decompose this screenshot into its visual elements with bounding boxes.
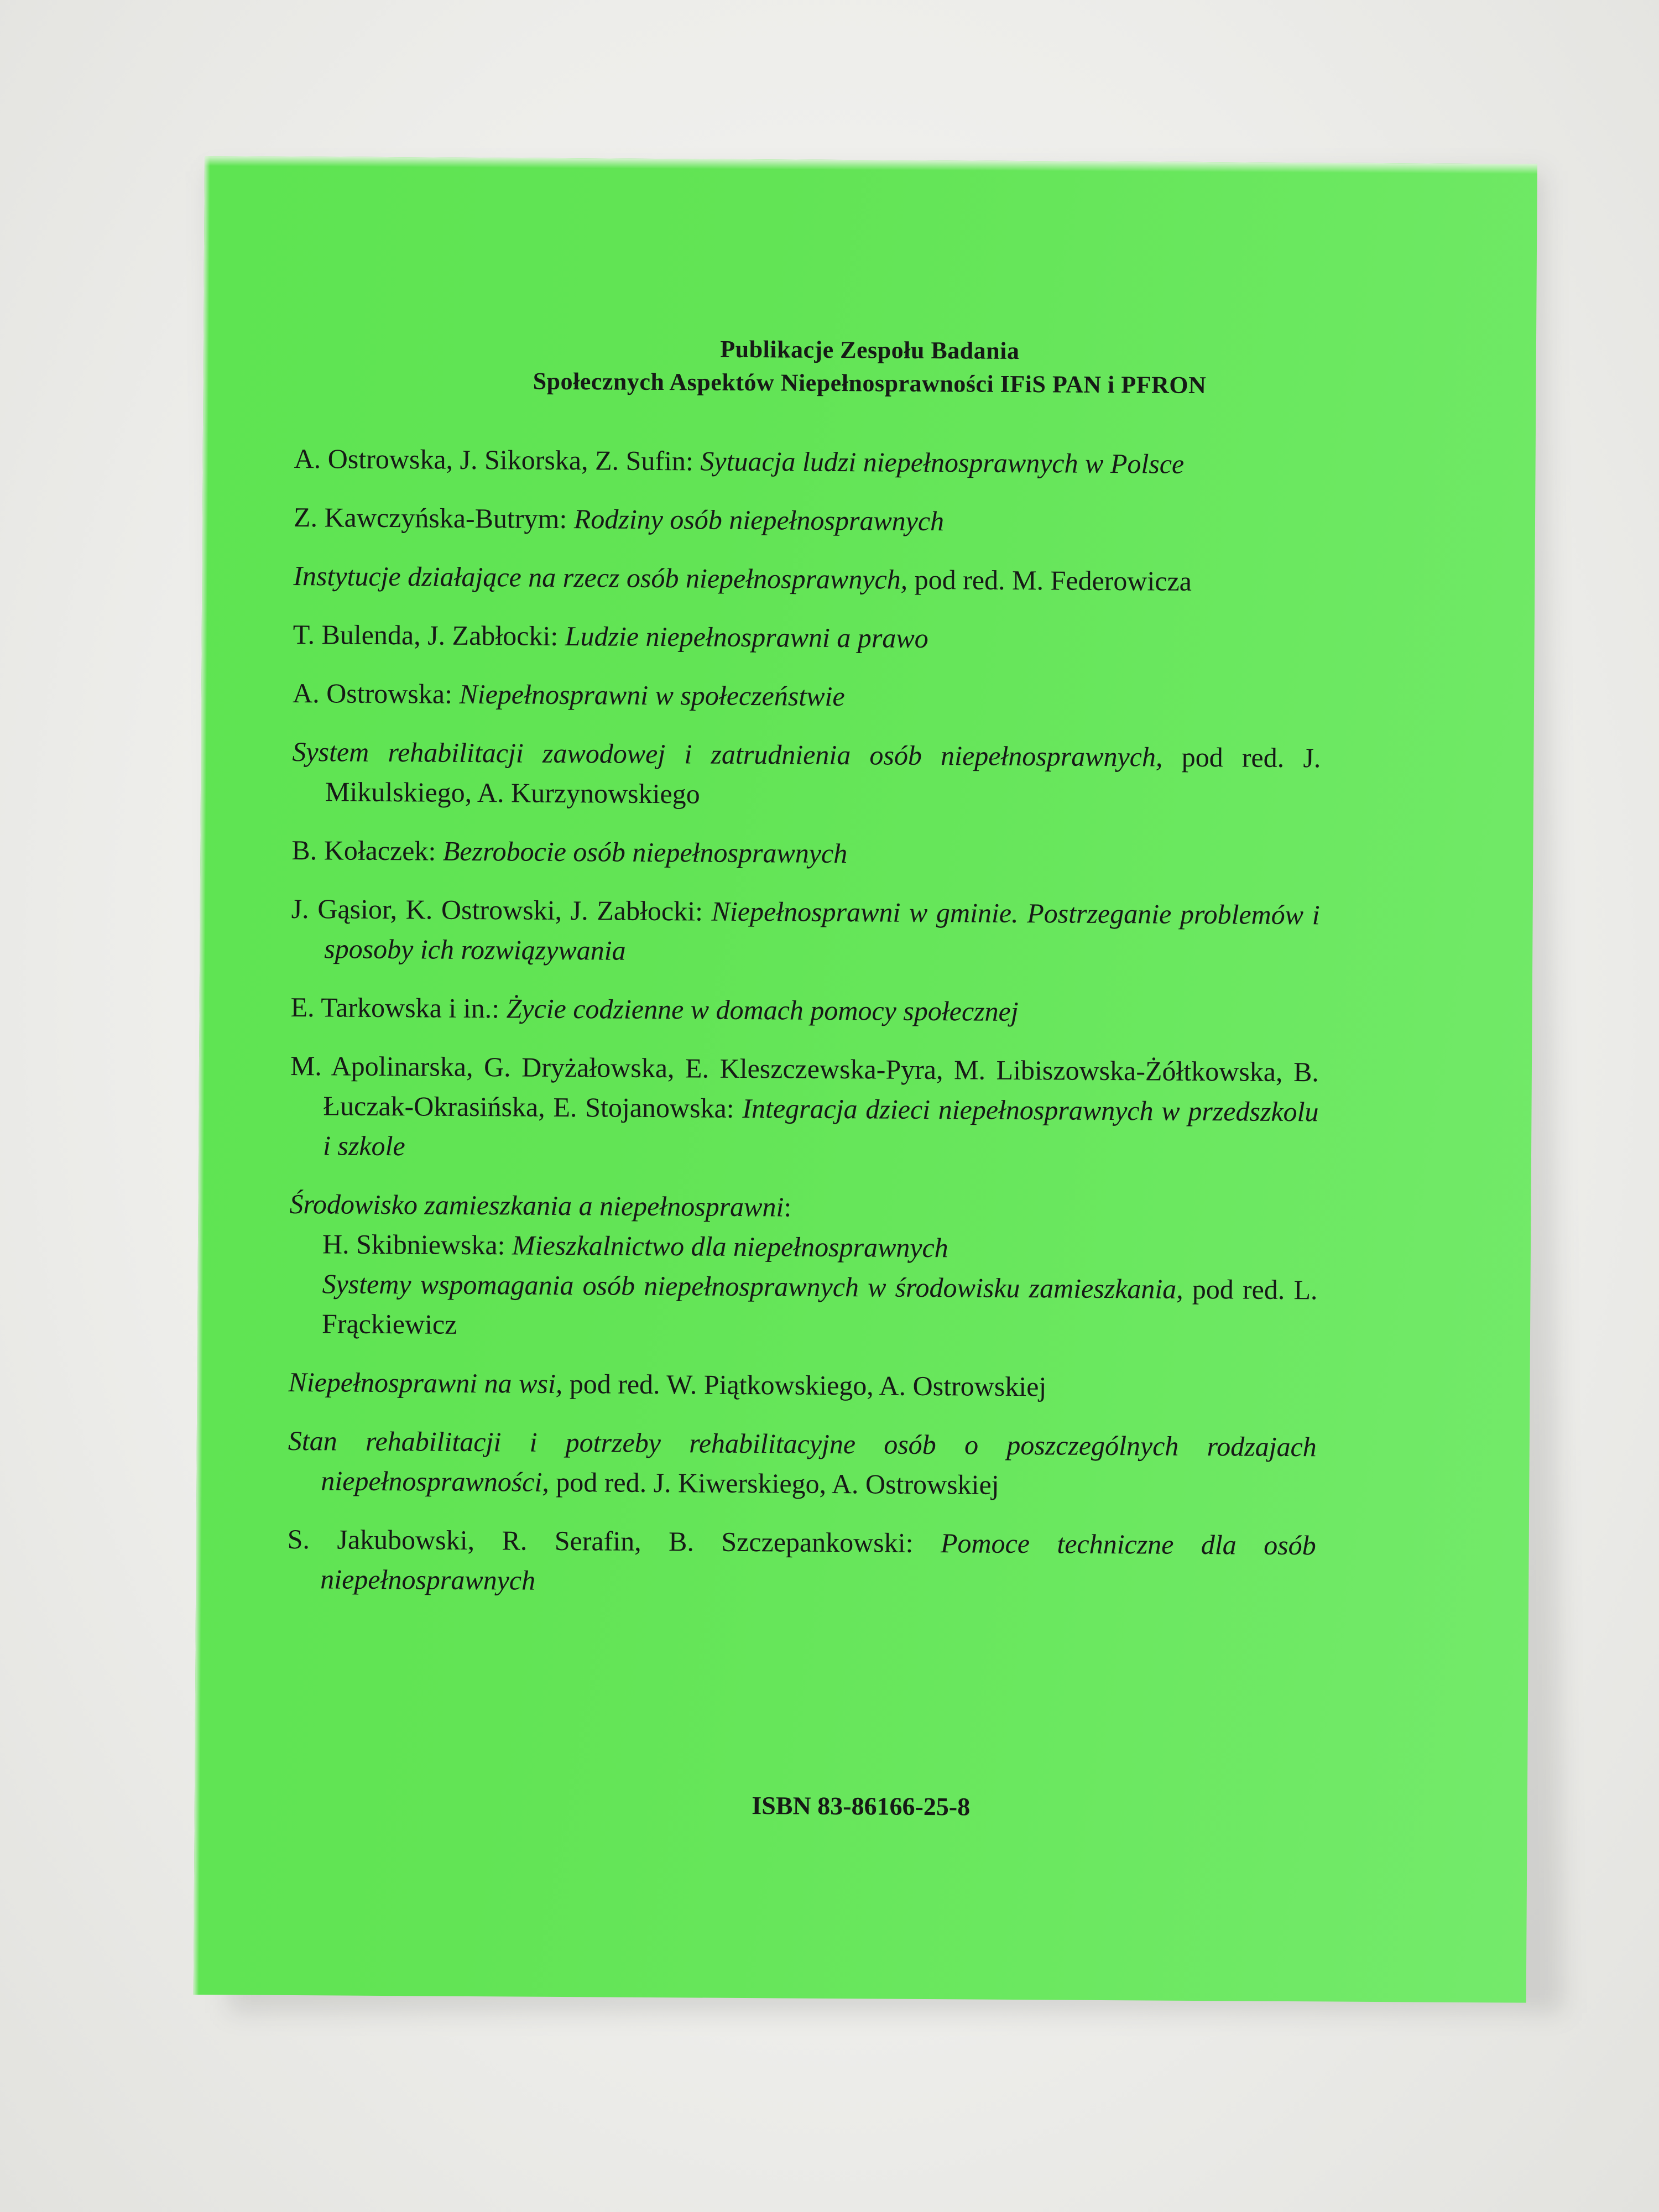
list-item: [289, 1184, 1318, 1349]
entry-title: Integracja dzieci niepełnosprawnych w przedszkolu i szkole: [322, 1092, 1319, 1162]
entry-editor: pod red. J. Kiwerskiego, A. Ostrowskiej: [549, 1466, 999, 1500]
list-item: [293, 673, 1321, 719]
entry-authors: B. Kołaczek:: [291, 834, 444, 867]
list-item: [294, 439, 1322, 484]
cover-text-block: [194, 156, 1537, 2003]
entry-authors: M. Apolinarska, G. Dryżałowska, E. Kleszczewska-Pyra, M. Libiszowska-Żółtkowska, B. Łuczak-Okrasińska, E. Stojanowska:: [290, 1050, 1319, 1124]
entry-title: Niepełnosprawni w społeczeństwie: [459, 678, 845, 712]
entry-editor: pod red. W. Piątkowskiego, A. Ostrowskiej: [562, 1368, 1047, 1402]
series-title-line-2: Społecznych Aspektów Niepełnosprawności IFiS PAN i PFRON: [533, 367, 1207, 399]
list-item: [293, 614, 1321, 660]
list-item: [290, 1046, 1319, 1171]
entry-authors: H. Skibniewska:: [322, 1228, 513, 1261]
entry-authors: T. Bulenda, J. Zabłocki:: [293, 618, 565, 651]
entry-title: Życie codzienne w domach pomocy społecznej: [506, 993, 1019, 1027]
entry-editor: pod red. L. Frąckiewicz: [321, 1273, 1318, 1340]
entry-authors: A. Ostrowska:: [292, 677, 460, 709]
entry-title: Ludzie niepełnosprawni a prawo: [565, 620, 928, 654]
list-item: [291, 830, 1320, 876]
entry-title: Niepełnosprawni na wsi,: [288, 1366, 563, 1399]
entry-authors: E. Tarkowska i in.:: [290, 991, 507, 1024]
entry-title: Bezrobocie osób niepełnosprawnych: [442, 835, 848, 869]
entry-authors: Z. Kawczyńska-Butrym:: [293, 501, 574, 535]
isbn-number: ISBN 83-86166-25-8: [752, 1791, 971, 1821]
list-item: [293, 556, 1322, 602]
publication-list: [287, 439, 1323, 1624]
entry-title: Pomoce techniczne dla osób niepełnosprawnych: [320, 1527, 1316, 1596]
entry-editor: pod red. J. Mikulskiego, A. Kurzynowskiego: [325, 741, 1321, 810]
entry-title: Niepełnosprawni w gminie. Postrzeganie problemów i sposoby ich rozwiązywania: [324, 895, 1320, 966]
entry-title: Rodziny osób niepełnosprawnych: [573, 503, 945, 537]
entry-editor: pod red. M. Federowicza: [907, 564, 1192, 597]
sub-entry: [322, 1224, 1318, 1270]
entry-colon: :: [784, 1191, 792, 1223]
list-item: [292, 732, 1321, 817]
list-item: [287, 1519, 1316, 1605]
list-item: [288, 1362, 1317, 1408]
entry-title: Środowisko zamieszkania a niepełnosprawni: [289, 1188, 784, 1223]
sub-entry: [322, 1264, 1318, 1349]
entry-title: Sytuacja ludzi niepełnosprawnych w Polsce: [700, 445, 1185, 479]
entry-authors: A. Ostrowska, J. Sikorska, Z. Sufin:: [294, 442, 701, 477]
series-title-line-1: Publikacje Zespołu Badania: [720, 335, 1020, 365]
list-item: [290, 987, 1319, 1033]
entry-authors: J. Gąsior, K. Ostrowski, J. Zabłocki:: [291, 893, 712, 927]
list-item: [288, 1421, 1317, 1506]
list-item: [294, 497, 1322, 543]
entry-title: Instytucje działające na rzecz osób niepełnosprawnych,: [293, 560, 908, 595]
entry-title: Mieszkalnictwo dla niepełnosprawnych: [512, 1229, 948, 1264]
entry-title: Stan rehabilitacji i potrzeby rehabilitacyjne osób o poszczególnych rodzajach niepełnosprawności,: [288, 1425, 1317, 1498]
entry-title: Systemy wspomagania osób niepełnosprawnych w środowisku zamieszkania,: [322, 1268, 1183, 1305]
book-back-cover: [194, 156, 1537, 2003]
entry-authors: S. Jakubowski, R. Serafin, B. Szczepankowski:: [287, 1523, 941, 1559]
list-item: [291, 889, 1320, 974]
entry-title: System rehabilitacji zawodowej i zatrudnienia osób niepełnosprawnych,: [292, 735, 1163, 773]
